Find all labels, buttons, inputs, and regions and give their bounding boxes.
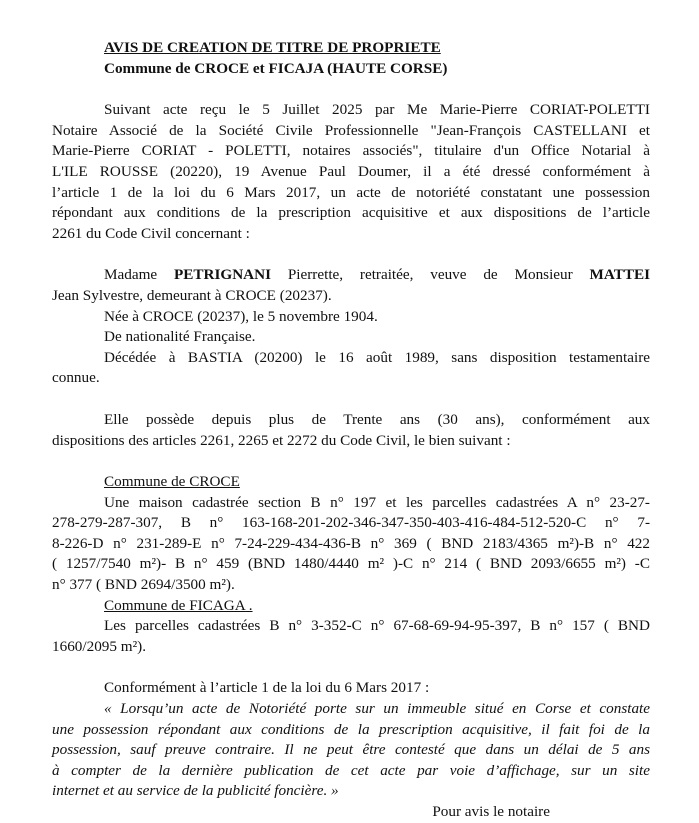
croce-line: 8-226-D n° 231-289-E n° 7-24-229-434-436-B n° 369 ( BND 2183/4365 m²)-B n° 422 [52,534,650,552]
spouse-surname: MATTEI [589,266,651,284]
croce-line: ( 1257/7540 m²)- B n° 459 (BND 1480/4440 m² )-C n° 214 ( BND 2093/6655 m²) -C [52,555,650,573]
croce-section [52,472,650,596]
nationality-line: De nationalité Française. [104,328,256,346]
law-section [52,678,650,802]
law-quote-line: « Lorsqu’un acte de Notoriété porte sur un immeuble situé en Corse et constate [104,700,650,718]
croce-line: Une maison cadastrée section B n° 197 et les parcelles cadastrées A n° 23-27- [104,493,650,511]
intro-paragraph [52,100,650,244]
intro-line: L'ILE ROUSSE (20220), 19 Avenue Paul Doumer, il a été dressé conformément à [52,162,650,180]
person-paragraph [52,265,650,389]
law-quote-line: possession, sauf preuve contraire. Il ne peut être contesté que dans un délai de 5 ans [52,741,650,759]
intro-line: Suivant acte reçu le 5 Juillet 2025 par Me Marie-Pierre CORIAT-POLETTI [104,101,650,119]
death-line: Décédée à BASTIA (20200) le 16 août 1989, sans disposition testamentaire [104,348,650,366]
croce-heading: Commune de CROCE [104,473,240,491]
legal-notice [52,38,650,823]
possession-paragraph [52,410,650,451]
ficaga-section [52,596,650,658]
signature: Pour avis le notaire [432,803,550,820]
title-line-1: AVIS DE CREATION DE TITRE DE PROPRIETE [104,39,441,56]
intro-line: 2261 du Code Civil concernant : [52,224,250,242]
birth-line: Née à CROCE (20237), le 5 novembre 1904. [104,307,378,325]
intro-line: répondant aux conditions de la prescription acquisitive et aux dispositions de l’article [52,204,650,222]
person-prefix: Madame [104,266,174,284]
title-line-2: Commune de CROCE et FICAJA (HAUTE CORSE) [104,59,448,77]
law-quote-line: une possession répondant aux conditions de la prescription acquisitive, il fait foi de la [52,720,650,738]
law-quote-line: internet et au service de la publicité foncière. » [52,782,339,800]
law-quote-line: à compter de la dernière publication de cet acte par voie d’affichage, sur un site [52,761,650,779]
person-surname: PETRIGNANI [173,266,272,284]
person-line [52,265,650,286]
possession-line: Elle possède depuis plus de Trente ans (30 ans), conformément aux [104,410,650,428]
croce-line: 278-279-287-307, B n° 163-168-201-202-346-347-350-403-416-484-512-520-C n° 7- [52,514,650,532]
law-intro: Conformément à l’article 1 de la loi du 6 Mars 2017 : [104,679,430,697]
person-mid: Pierrette, retraitée, veuve de Monsieur [271,266,590,284]
intro-line: Notaire Associé de la Société Civile Professionnelle "Jean-François CASTELLANI et [52,121,650,139]
possession-line: dispositions des articles 2261, 2265 et 2272 du Code Civil, le bien suivant : [52,431,511,449]
death-line: connue. [52,369,100,387]
person-line: Jean Sylvestre, demeurant à CROCE (20237). [52,286,332,304]
ficaga-heading: Commune de FICAGA . [104,596,253,614]
croce-line: n° 377 ( BND 2694/3500 m²). [52,576,235,594]
intro-line: Marie-Pierre CORIAT - POLETTI, notaires associés", titulaire d'un Office Notarial à [52,142,650,160]
intro-line: l’article 1 de la loi du 6 Mars 2017, un acte de notoriété constatant une possession [52,183,650,201]
ficaga-line: Les parcelles cadastrées B n° 3-352-C n° 67-68-69-94-95-397, B n° 157 ( BND [104,617,650,635]
ficaga-line: 1660/2095 m²). [52,637,146,655]
notice-title [104,38,650,79]
